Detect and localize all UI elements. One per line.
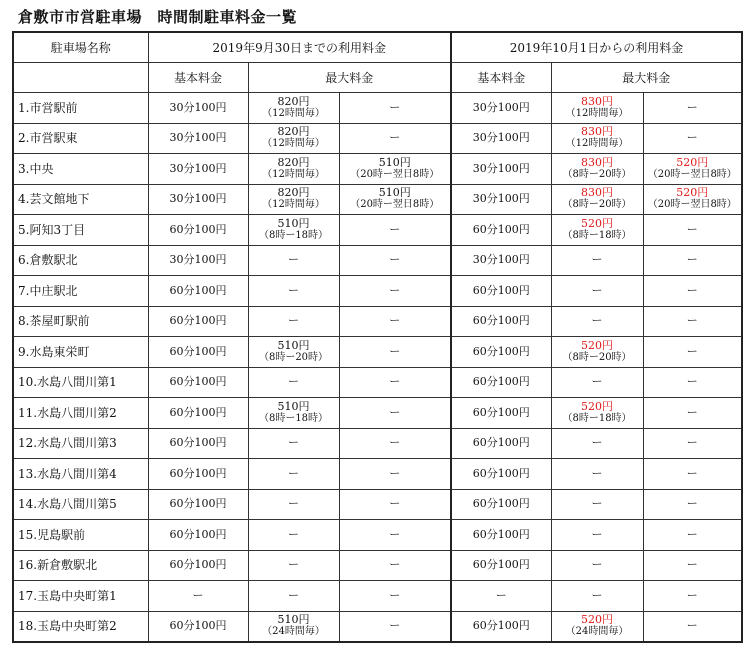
fee-value: ー bbox=[591, 527, 603, 541]
fee-value: ー bbox=[389, 436, 401, 450]
fee-value: 60分100円 bbox=[169, 619, 227, 632]
fee-value: ー bbox=[288, 436, 299, 450]
fee-value: ー bbox=[686, 619, 698, 632]
max-fee-amount: 830円 bbox=[581, 94, 614, 108]
fee-value: 60分100円 bbox=[472, 375, 530, 389]
max-fee-cell bbox=[248, 184, 339, 215]
fee-value: ー bbox=[686, 100, 698, 114]
fee-value: ー bbox=[389, 588, 401, 602]
fee-value: ー bbox=[591, 466, 603, 480]
max-fee-amount: 830円 bbox=[581, 125, 614, 139]
fee-value: ー bbox=[389, 283, 401, 297]
max-fee-amount: 510円 bbox=[277, 338, 310, 352]
max-fee-cell bbox=[248, 215, 339, 246]
fee-value: ー bbox=[591, 497, 603, 511]
max-fee-cell bbox=[643, 184, 742, 215]
max-fee-cell bbox=[551, 611, 643, 642]
max-fee-cell bbox=[248, 123, 339, 154]
max-fee-period: （12時間毎） bbox=[262, 107, 325, 119]
fee-value: 30分100円 bbox=[169, 161, 227, 175]
max-fee-cell bbox=[551, 123, 643, 154]
max-fee-cell bbox=[551, 215, 643, 246]
fee-value: ー bbox=[686, 588, 698, 602]
fee-value: 60分100円 bbox=[169, 314, 227, 328]
fee-value: ー bbox=[686, 497, 698, 511]
fee-value: 60分100円 bbox=[472, 222, 530, 236]
fee-value: ー bbox=[686, 375, 698, 389]
fee-value: 60分100円 bbox=[472, 344, 530, 358]
fee-value: 60分100円 bbox=[472, 527, 530, 541]
fee-value: ー bbox=[192, 588, 204, 602]
table-row bbox=[13, 276, 742, 307]
parking-name: 18.玉島中央町第2 bbox=[13, 611, 148, 642]
parking-fee-table bbox=[12, 31, 743, 643]
table-row bbox=[13, 337, 742, 368]
fee-value: ー bbox=[288, 314, 299, 328]
fee-value: ー bbox=[288, 253, 299, 267]
max-fee-amount: 510円 bbox=[378, 155, 411, 169]
fee-value: ー bbox=[686, 314, 698, 328]
max-fee-amount: 820円 bbox=[277, 186, 310, 200]
parking-name: 5.阿知3丁目 bbox=[13, 215, 148, 246]
table-row bbox=[13, 581, 742, 612]
max-fee-amount: 510円 bbox=[277, 399, 310, 413]
fee-value: 30分100円 bbox=[472, 161, 530, 175]
fee-value: ー bbox=[389, 375, 401, 389]
fee-value: ー bbox=[389, 100, 401, 114]
parking-name: 7.中庄駅北 bbox=[13, 276, 148, 307]
max-fee-period: （8時ー18時） bbox=[562, 229, 632, 241]
header-old-base: 基本料金 bbox=[148, 63, 248, 93]
fee-value: ー bbox=[288, 588, 299, 602]
max-fee-period: （8時ー18時） bbox=[562, 412, 632, 424]
fee-value: 60分100円 bbox=[169, 222, 227, 236]
max-fee-amount: 820円 bbox=[277, 125, 310, 139]
parking-name: 15.児島駅前 bbox=[13, 520, 148, 551]
max-fee-cell bbox=[643, 154, 742, 185]
parking-name: 17.玉島中央町第1 bbox=[13, 581, 148, 612]
fee-value: 60分100円 bbox=[169, 466, 227, 480]
table-row bbox=[13, 245, 742, 276]
fee-value: ー bbox=[389, 344, 401, 358]
max-fee-cell bbox=[551, 398, 643, 429]
header-period-old: 2019年9月30日までの利用料金 bbox=[148, 32, 451, 63]
fee-value: ー bbox=[686, 436, 698, 450]
fee-value: ー bbox=[389, 253, 401, 267]
header-new-max: 最大料金 bbox=[551, 63, 742, 93]
fee-value: ー bbox=[686, 283, 698, 297]
fee-value: ー bbox=[288, 375, 299, 389]
parking-name: 2.市営駅東 bbox=[13, 123, 148, 154]
fee-value: ー bbox=[389, 405, 401, 419]
parking-name: 8.茶屋町駅前 bbox=[13, 306, 148, 337]
max-fee-period: （12時間毎） bbox=[565, 138, 629, 150]
max-fee-amount: 520円 bbox=[676, 155, 709, 169]
max-fee-cell bbox=[248, 611, 339, 642]
max-fee-amount: 510円 bbox=[277, 613, 310, 626]
max-fee-period: （8時ー18時） bbox=[258, 412, 329, 424]
max-fee-period: （24時間毎） bbox=[565, 626, 629, 637]
max-fee-cell bbox=[339, 154, 451, 185]
fee-value: ー bbox=[389, 222, 401, 236]
fee-value: 60分100円 bbox=[472, 436, 530, 450]
fee-value: ー bbox=[686, 527, 698, 541]
table-row bbox=[13, 611, 742, 642]
max-fee-amount: 820円 bbox=[277, 155, 310, 169]
table-row bbox=[13, 184, 742, 215]
fee-value: ー bbox=[686, 466, 698, 480]
max-fee-period: （8時ー20時） bbox=[258, 351, 329, 363]
header-row-1 bbox=[13, 32, 742, 63]
table-row bbox=[13, 459, 742, 490]
fee-value: 60分100円 bbox=[169, 558, 227, 572]
max-fee-period: （12時間毎） bbox=[565, 107, 629, 119]
max-fee-cell bbox=[248, 337, 339, 368]
max-fee-cell bbox=[551, 337, 643, 368]
parking-name: 13.水島八間川第4 bbox=[13, 459, 148, 490]
fee-value: ー bbox=[389, 466, 401, 480]
max-fee-amount: 520円 bbox=[581, 399, 614, 413]
max-fee-amount: 520円 bbox=[581, 338, 614, 352]
max-fee-cell bbox=[339, 184, 451, 215]
max-fee-cell bbox=[248, 154, 339, 185]
fee-value: ー bbox=[686, 558, 698, 572]
fee-value: ー bbox=[686, 222, 698, 236]
parking-name: 16.新倉敷駅北 bbox=[13, 550, 148, 581]
fee-value: 60分100円 bbox=[169, 375, 227, 389]
max-fee-amount: 520円 bbox=[581, 613, 614, 626]
table-row bbox=[13, 367, 742, 398]
fee-value: ー bbox=[288, 466, 299, 480]
fee-value: 60分100円 bbox=[472, 405, 530, 419]
fee-value: ー bbox=[591, 588, 603, 602]
fee-value: ー bbox=[591, 375, 603, 389]
max-fee-period: （12時間毎） bbox=[262, 138, 325, 150]
fee-value: 60分100円 bbox=[169, 344, 227, 358]
table-row bbox=[13, 428, 742, 459]
fee-value: ー bbox=[389, 131, 401, 145]
fee-value: ー bbox=[591, 558, 603, 572]
fee-value: 60分100円 bbox=[169, 283, 227, 297]
fee-value: 30分100円 bbox=[169, 253, 227, 267]
max-fee-period: （8時ー18時） bbox=[258, 229, 329, 241]
fee-value: 60分100円 bbox=[169, 405, 227, 419]
fee-value: ー bbox=[288, 558, 299, 572]
fee-value: ー bbox=[591, 253, 603, 267]
fee-value: ー bbox=[591, 314, 603, 328]
fee-value: 60分100円 bbox=[472, 558, 530, 572]
max-fee-amount: 520円 bbox=[581, 216, 614, 230]
fee-value: 30分100円 bbox=[472, 100, 530, 114]
header-name: 駐車場名称 bbox=[13, 32, 148, 63]
max-fee-cell bbox=[248, 93, 339, 124]
parking-name: 11.水島八間川第2 bbox=[13, 398, 148, 429]
parking-name: 1.市営駅前 bbox=[13, 93, 148, 124]
fee-value: ー bbox=[389, 497, 401, 511]
header-old-max: 最大料金 bbox=[248, 63, 451, 93]
max-fee-amount: 510円 bbox=[277, 216, 310, 230]
max-fee-amount: 520円 bbox=[676, 186, 709, 200]
parking-name: 6.倉敷駅北 bbox=[13, 245, 148, 276]
table-row bbox=[13, 123, 742, 154]
max-fee-period: （8時ー20時） bbox=[562, 351, 632, 363]
parking-name: 14.水島八間川第5 bbox=[13, 489, 148, 520]
fee-value: ー bbox=[288, 527, 299, 541]
fee-value: ー bbox=[389, 619, 401, 632]
header-period-new: 2019年10月1日からの利用料金 bbox=[451, 32, 742, 63]
fee-value: ー bbox=[686, 131, 698, 145]
max-fee-period: （20時ー翌日8時） bbox=[647, 168, 737, 180]
max-fee-cell bbox=[551, 154, 643, 185]
fee-value: 60分100円 bbox=[472, 619, 530, 632]
max-fee-period: （12時間毎） bbox=[262, 199, 325, 211]
fee-value: 60分100円 bbox=[169, 527, 227, 541]
table-row bbox=[13, 489, 742, 520]
fee-value: ー bbox=[686, 253, 698, 267]
parking-name: 3.中央 bbox=[13, 154, 148, 185]
fee-value: ー bbox=[686, 405, 698, 419]
parking-name: 9.水島東栄町 bbox=[13, 337, 148, 368]
table-row bbox=[13, 93, 742, 124]
table-row bbox=[13, 550, 742, 581]
fee-value: 30分100円 bbox=[169, 100, 227, 114]
parking-name: 10.水島八間川第1 bbox=[13, 367, 148, 398]
max-fee-period: （8時ー20時） bbox=[562, 168, 632, 180]
fee-value: 60分100円 bbox=[472, 283, 530, 297]
fee-value: 60分100円 bbox=[169, 497, 227, 511]
fee-value: 60分100円 bbox=[472, 466, 530, 480]
max-fee-cell bbox=[551, 184, 643, 215]
fee-value: ー bbox=[389, 314, 401, 328]
max-fee-period: （20時ー翌日8時） bbox=[350, 199, 440, 211]
fee-value: ー bbox=[495, 588, 507, 602]
max-fee-amount: 820円 bbox=[277, 94, 310, 108]
max-fee-amount: 830円 bbox=[581, 155, 614, 169]
max-fee-period: （24時間毎） bbox=[262, 626, 325, 637]
fee-value: 60分100円 bbox=[472, 497, 530, 511]
max-fee-period: （12時間毎） bbox=[262, 168, 325, 180]
parking-name: 4.芸文館地下 bbox=[13, 184, 148, 215]
fee-value: 60分100円 bbox=[169, 436, 227, 450]
fee-value: 30分100円 bbox=[169, 131, 227, 145]
header-row-2 bbox=[13, 63, 742, 93]
table-row bbox=[13, 154, 742, 185]
fee-value: ー bbox=[288, 283, 299, 297]
max-fee-period: （8時ー20時） bbox=[562, 199, 632, 211]
max-fee-cell bbox=[248, 398, 339, 429]
fee-value: 30分100円 bbox=[472, 131, 530, 145]
header-name-blank bbox=[13, 63, 148, 93]
fee-value: ー bbox=[288, 497, 299, 511]
fee-value: ー bbox=[389, 527, 401, 541]
fee-value: ー bbox=[686, 344, 698, 358]
table-row bbox=[13, 306, 742, 337]
fee-value: 30分100円 bbox=[169, 192, 227, 206]
table-row bbox=[13, 398, 742, 429]
max-fee-period: （20時ー翌日8時） bbox=[350, 168, 440, 180]
max-fee-amount: 830円 bbox=[581, 186, 614, 200]
header-new-base: 基本料金 bbox=[451, 63, 551, 93]
fee-value: 30分100円 bbox=[472, 192, 530, 206]
fee-value: ー bbox=[591, 436, 603, 450]
fee-value: ー bbox=[389, 558, 401, 572]
table-row bbox=[13, 520, 742, 551]
fee-value: ー bbox=[591, 283, 603, 297]
max-fee-cell bbox=[551, 93, 643, 124]
fee-value: 30分100円 bbox=[472, 253, 530, 267]
page-title: 倉敷市市営駐車場 時間制駐車料金一覧 bbox=[18, 8, 298, 26]
table-row bbox=[13, 215, 742, 246]
max-fee-period: （20時ー翌日8時） bbox=[647, 199, 737, 211]
max-fee-amount: 510円 bbox=[378, 186, 411, 200]
parking-name: 12.水島八間川第3 bbox=[13, 428, 148, 459]
fee-value: 60分100円 bbox=[472, 314, 530, 328]
